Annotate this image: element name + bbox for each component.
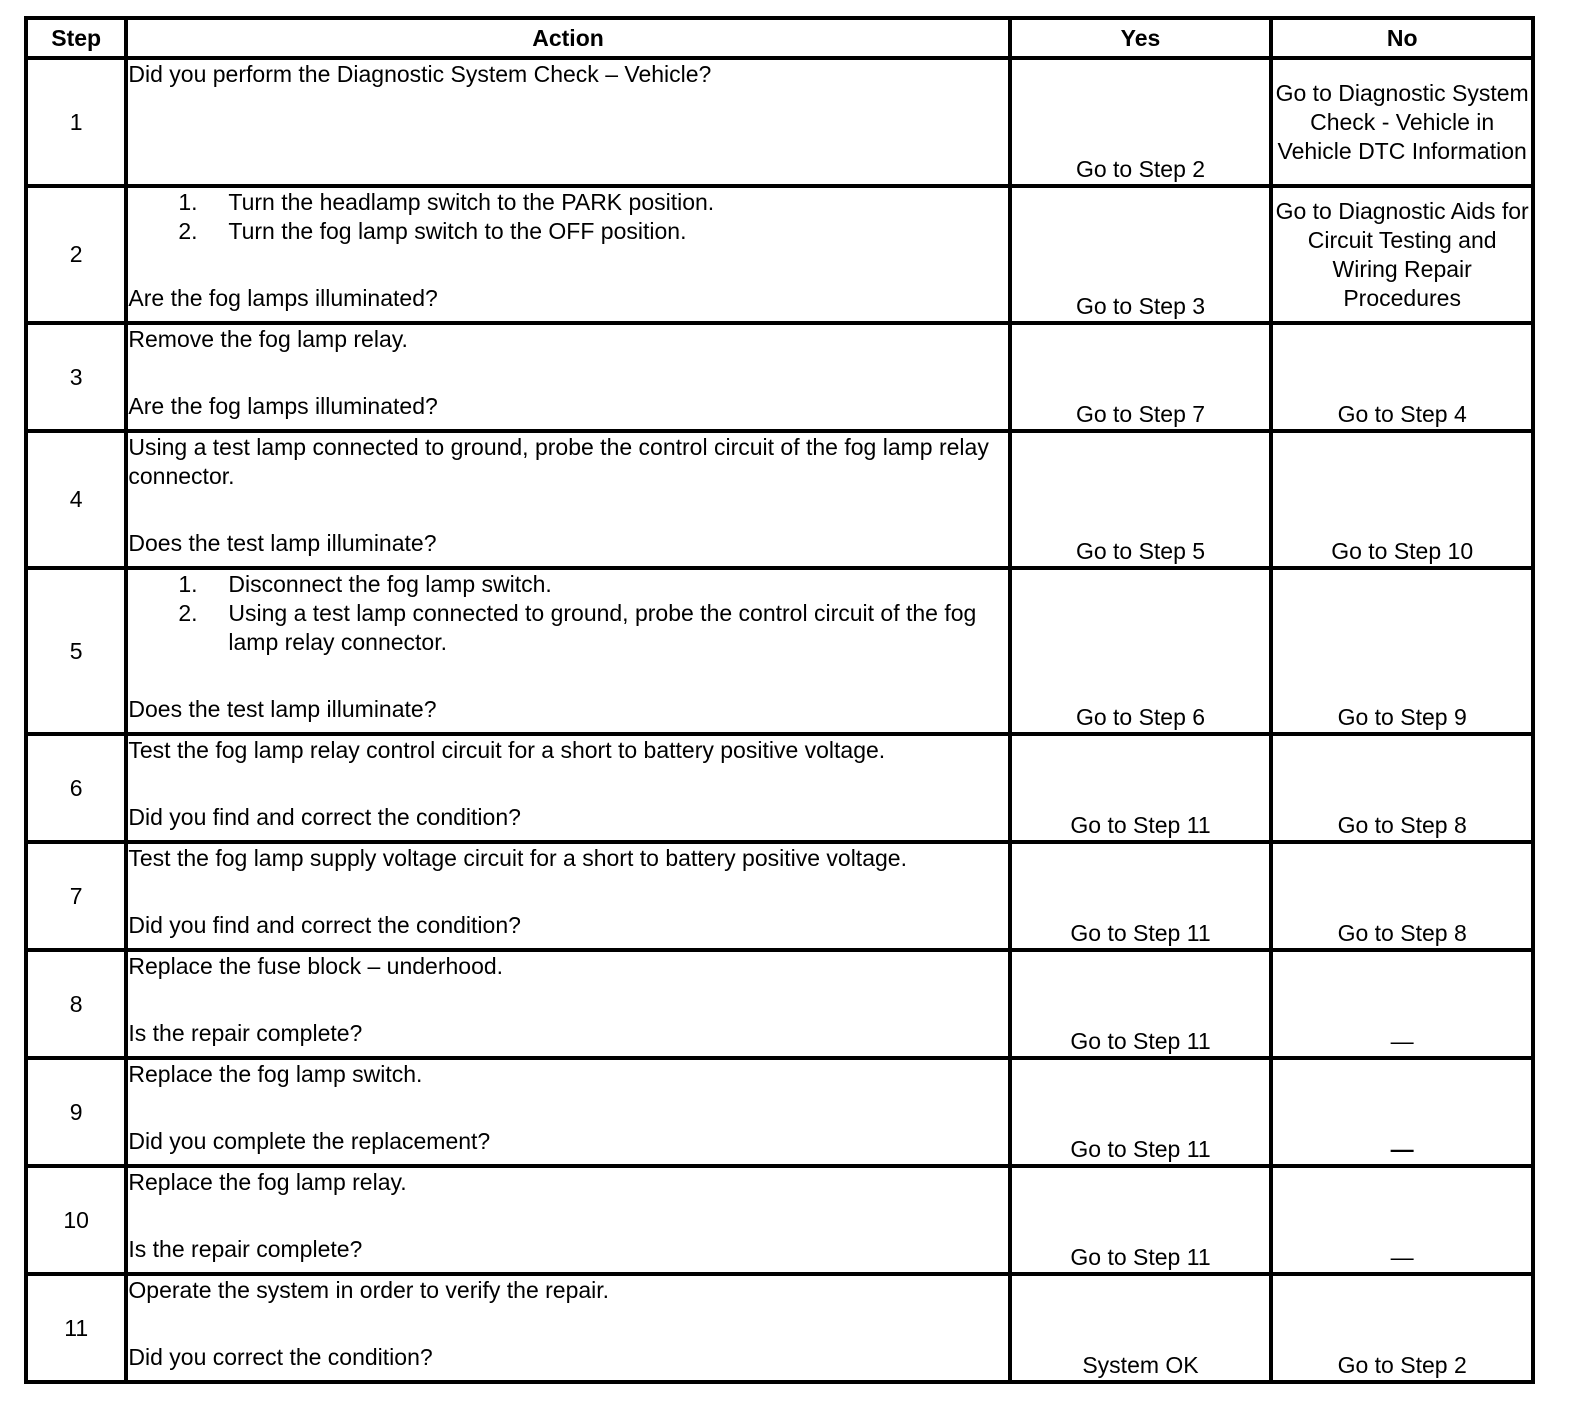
table-row bbox=[26, 1058, 1533, 1166]
yes-link[interactable]: Go to Step 11 bbox=[1010, 842, 1272, 950]
action-question: Did you find and correct the condition? bbox=[128, 912, 521, 938]
action-question: Is the repair complete? bbox=[128, 1236, 363, 1262]
header-row bbox=[26, 18, 1533, 58]
step-number: 9 bbox=[26, 1058, 126, 1166]
no-link[interactable]: Go to Diagnostic Aids for Circuit Testing and Wiring Repair Procedures bbox=[1271, 186, 1533, 323]
header-no: No bbox=[1271, 18, 1533, 58]
yes-link[interactable]: Go to Step 6 bbox=[1010, 568, 1272, 734]
no-link[interactable]: Go to Step 2 bbox=[1271, 1274, 1533, 1382]
action-text: Remove the fog lamp relay. bbox=[128, 326, 408, 352]
action-cell bbox=[126, 842, 1009, 950]
action-cell bbox=[126, 1166, 1009, 1274]
yes-link[interactable]: System OK bbox=[1010, 1274, 1272, 1382]
action-list bbox=[128, 188, 1007, 246]
step-number: 3 bbox=[26, 323, 126, 431]
action-text: Test the fog lamp relay control circuit for a short to battery positive voltage. bbox=[128, 737, 886, 763]
table-row bbox=[26, 58, 1533, 186]
table-row bbox=[26, 431, 1533, 568]
no-dash: — bbox=[1271, 950, 1533, 1058]
list-number: 1. bbox=[178, 571, 198, 597]
table-row bbox=[26, 950, 1533, 1058]
action-question: Does the test lamp illuminate? bbox=[128, 530, 437, 556]
list-item bbox=[178, 599, 987, 657]
no-link[interactable]: Go to Diagnostic System Check - Vehicle in Vehicle DTC Information bbox=[1271, 58, 1533, 186]
no-link[interactable]: Go to Step 9 bbox=[1271, 568, 1533, 734]
yes-link[interactable]: Go to Step 3 bbox=[1010, 186, 1272, 323]
step-number: 11 bbox=[26, 1274, 126, 1382]
action-question: Is the repair complete? bbox=[128, 1020, 363, 1046]
step-number: 7 bbox=[26, 842, 126, 950]
action-question: Does the test lamp illuminate? bbox=[128, 696, 437, 722]
table-row bbox=[26, 186, 1533, 323]
list-text: Disconnect the fog lamp switch. bbox=[228, 571, 552, 597]
list-text: Turn the fog lamp switch to the OFF position. bbox=[228, 218, 687, 244]
step-number: 1 bbox=[26, 58, 126, 186]
action-cell bbox=[126, 734, 1009, 842]
yes-link[interactable]: Go to Step 11 bbox=[1010, 1058, 1272, 1166]
list-item bbox=[178, 570, 987, 599]
step-number: 6 bbox=[26, 734, 126, 842]
action-list bbox=[128, 570, 1007, 657]
action-cell bbox=[126, 58, 1009, 186]
header-yes: Yes bbox=[1010, 18, 1272, 58]
list-number: 1. bbox=[178, 189, 198, 215]
step-number: 2 bbox=[26, 186, 126, 323]
list-text: Turn the headlamp switch to the PARK position. bbox=[228, 189, 715, 215]
diagnostic-table bbox=[24, 16, 1535, 1384]
yes-link[interactable]: Go to Step 11 bbox=[1010, 1166, 1272, 1274]
table-row bbox=[26, 1274, 1533, 1382]
header-action: Action bbox=[126, 18, 1009, 58]
action-question: Did you correct the condition? bbox=[128, 1344, 433, 1370]
step-number: 5 bbox=[26, 568, 126, 734]
action-text: Did you perform the Diagnostic System Check – Vehicle? bbox=[128, 61, 712, 87]
action-text: Replace the fuse block – underhood. bbox=[128, 953, 504, 979]
no-dash: — bbox=[1271, 1058, 1533, 1166]
no-link[interactable]: Go to Step 8 bbox=[1271, 734, 1533, 842]
action-cell bbox=[126, 1274, 1009, 1382]
list-number: 2. bbox=[178, 218, 198, 244]
step-number: 10 bbox=[26, 1166, 126, 1274]
action-question: Did you find and correct the condition? bbox=[128, 804, 521, 830]
step-number: 4 bbox=[26, 431, 126, 568]
table-row bbox=[26, 842, 1533, 950]
action-text: Test the fog lamp supply voltage circuit for a short to battery positive voltage. bbox=[128, 845, 907, 871]
table-row bbox=[26, 323, 1533, 431]
yes-link[interactable]: Go to Step 5 bbox=[1010, 431, 1272, 568]
action-cell bbox=[126, 568, 1009, 734]
action-cell bbox=[126, 950, 1009, 1058]
yes-link[interactable]: Go to Step 11 bbox=[1010, 734, 1272, 842]
list-item bbox=[178, 188, 1007, 217]
step-number: 8 bbox=[26, 950, 126, 1058]
action-question: Are the fog lamps illuminated? bbox=[128, 393, 438, 419]
action-question: Did you complete the replacement? bbox=[128, 1128, 491, 1154]
action-text: Operate the system in order to verify the repair. bbox=[128, 1277, 610, 1303]
list-item bbox=[178, 217, 1007, 246]
action-cell bbox=[126, 186, 1009, 323]
yes-link[interactable]: Go to Step 2 bbox=[1010, 58, 1272, 186]
action-text: Replace the fog lamp switch. bbox=[128, 1061, 423, 1087]
no-dash: — bbox=[1271, 1166, 1533, 1274]
yes-link[interactable]: Go to Step 7 bbox=[1010, 323, 1272, 431]
no-link[interactable]: Go to Step 4 bbox=[1271, 323, 1533, 431]
yes-link[interactable]: Go to Step 11 bbox=[1010, 950, 1272, 1058]
header-step: Step bbox=[26, 18, 126, 58]
action-text: Using a test lamp connected to ground, probe the control circuit of the fog lamp relay connector. bbox=[128, 434, 989, 489]
table-row bbox=[26, 568, 1533, 734]
no-link[interactable]: Go to Step 10 bbox=[1271, 431, 1533, 568]
action-text: Replace the fog lamp relay. bbox=[128, 1169, 407, 1195]
no-link[interactable]: Go to Step 8 bbox=[1271, 842, 1533, 950]
action-cell bbox=[126, 431, 1009, 568]
action-cell bbox=[126, 323, 1009, 431]
table-row bbox=[26, 734, 1533, 842]
action-question: Are the fog lamps illuminated? bbox=[128, 285, 438, 311]
list-text: Using a test lamp connected to ground, probe the control circuit of the fog lamp relay connector. bbox=[228, 600, 977, 655]
list-number: 2. bbox=[178, 600, 198, 626]
action-cell bbox=[126, 1058, 1009, 1166]
table-row bbox=[26, 1166, 1533, 1274]
